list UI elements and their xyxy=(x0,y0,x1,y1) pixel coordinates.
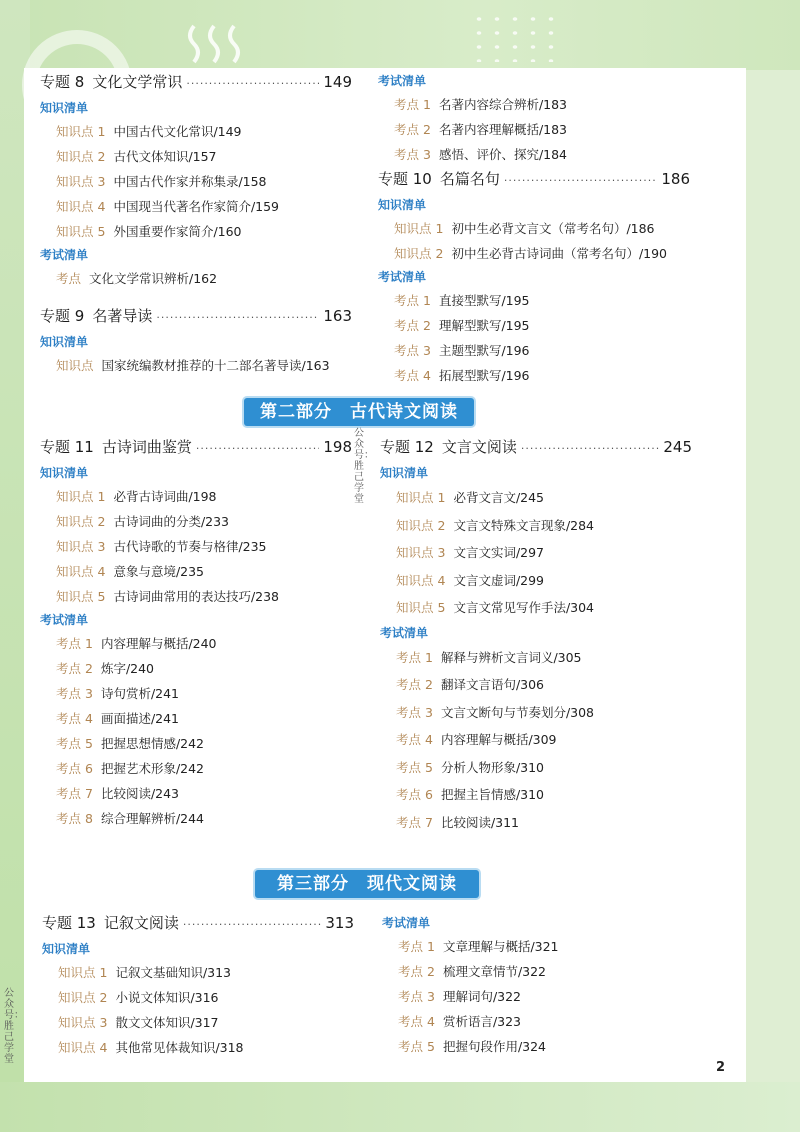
entry-text: 把握思想情感/242 xyxy=(100,736,205,751)
topic-heading[interactable] xyxy=(40,71,352,97)
entry-label: 考点 3 xyxy=(394,147,431,162)
entry-text: 小说文体知识/316 xyxy=(115,990,219,1005)
toc-entry[interactable] xyxy=(40,584,352,609)
entry-text: 理解型默写/195 xyxy=(438,318,530,333)
entry-text: 记叙文基础知识/313 xyxy=(115,965,232,980)
entry-label: 考点 3 xyxy=(56,686,93,701)
topic-number: 专题 10 xyxy=(378,170,432,188)
entry-label: 知识点 2 xyxy=(394,246,444,261)
leader-dots xyxy=(196,442,319,455)
topic-12-block xyxy=(380,436,692,836)
topic-page: 313 xyxy=(325,914,354,932)
entry-text: 梳理文章情节/322 xyxy=(442,964,547,979)
section-label: 知识清单 xyxy=(378,198,427,212)
section-label: 知识清单 xyxy=(40,466,89,480)
exam-list xyxy=(40,631,352,831)
topic-number: 专题 9 xyxy=(40,307,85,325)
entry-label: 考点 4 xyxy=(398,1014,435,1029)
toc-entry[interactable] xyxy=(40,559,352,584)
entry-label: 考点 2 xyxy=(396,677,433,692)
leader-dots xyxy=(183,918,321,931)
entry-text: 必背古诗词曲/198 xyxy=(113,489,217,504)
leader-dots xyxy=(156,311,319,324)
entry-text: 把握主旨情感/310 xyxy=(440,787,545,802)
entry-text: 初中生必背古诗词曲（常考名句）/190 xyxy=(451,246,668,261)
topic-page: 245 xyxy=(663,438,692,456)
entry-text: 古诗词曲常用的表达技巧/238 xyxy=(113,589,280,604)
entry-label: 知识点 4 xyxy=(396,572,446,588)
leader-dots xyxy=(186,77,319,90)
entry-text: 中国古代作家并称集录/158 xyxy=(113,174,267,189)
section-label: 考试清单 xyxy=(378,270,427,284)
entry-label: 考点 2 xyxy=(398,964,435,979)
toc-entry[interactable] xyxy=(378,288,690,313)
knowledge-list xyxy=(378,216,690,266)
entry-text: 其他常见体裁知识/318 xyxy=(115,1040,244,1055)
toc-entry[interactable] xyxy=(40,806,352,831)
toc-entry[interactable] xyxy=(380,484,692,512)
entry-text: 散文文体知识/317 xyxy=(115,1015,219,1030)
entry-text: 文言文虚词/299 xyxy=(453,572,545,588)
toc-entry[interactable] xyxy=(42,985,354,1010)
entry-text: 赏析语言/323 xyxy=(442,1014,522,1029)
entry-label: 知识点 3 xyxy=(58,1015,108,1030)
entry-label: 考点 1 xyxy=(394,97,431,112)
entry-text: 中国古代文化常识/149 xyxy=(113,124,242,139)
entry-label: 考点 1 xyxy=(394,293,431,308)
entry-text: 分析人物形象/310 xyxy=(440,759,545,775)
entry-label: 考点 7 xyxy=(396,814,433,830)
entry-text: 文化文学常识辨析/162 xyxy=(89,271,218,286)
entry-label: 考点 8 xyxy=(56,811,93,826)
section-label: 考试清单 xyxy=(380,625,429,640)
toc-entry[interactable] xyxy=(380,754,692,782)
topic-heading[interactable] xyxy=(40,305,352,331)
topic-9-block xyxy=(40,305,352,378)
entry-text: 把握句段作用/324 xyxy=(442,1039,547,1054)
topic-title: 名著导读 xyxy=(92,307,153,325)
entry-text: 古代诗歌的节奏与格律/235 xyxy=(113,539,267,554)
toc-entry[interactable] xyxy=(40,119,352,144)
entry-label: 考点 6 xyxy=(396,787,433,802)
entry-text: 国家统编教材推荐的十二部名著导读/163 xyxy=(101,358,330,373)
entry-label: 知识点 3 xyxy=(396,545,446,560)
toc-entry[interactable] xyxy=(378,92,690,117)
entry-label: 知识点 2 xyxy=(396,517,446,533)
entry-text: 必背文言文/245 xyxy=(453,490,545,505)
topic-8-block xyxy=(40,71,352,291)
topic-13-block xyxy=(42,912,354,1060)
decorative-dots xyxy=(470,12,560,62)
entry-text: 初中生必背文言文（常考名句）/186 xyxy=(451,221,655,236)
toc-entry[interactable] xyxy=(378,313,690,338)
entry-label: 考点 4 xyxy=(56,711,93,726)
entry-text: 内容理解与概括/240 xyxy=(100,636,217,651)
toc-entry[interactable] xyxy=(382,934,694,959)
entry-label: 考点 2 xyxy=(56,661,93,676)
knowledge-list xyxy=(40,353,352,378)
toc-entry[interactable] xyxy=(42,960,354,985)
toc-entry[interactable] xyxy=(382,959,694,984)
entry-label: 知识点 2 xyxy=(58,990,108,1005)
knowledge-list xyxy=(40,484,352,609)
entry-label: 知识点 1 xyxy=(56,489,106,504)
topic-11-block xyxy=(40,436,352,831)
toc-entry[interactable] xyxy=(40,731,352,756)
entry-label: 知识点 xyxy=(56,358,94,373)
knowledge-list xyxy=(380,484,692,622)
entry-label: 考点 5 xyxy=(396,759,433,775)
toc-entry[interactable] xyxy=(40,484,352,509)
entry-text: 文言文特殊文言现象/284 xyxy=(453,517,595,533)
toc-entry[interactable] xyxy=(380,512,692,540)
watermark-vertical: 公众号：胜己学堂 xyxy=(354,428,374,505)
entry-text: 把握艺术形象/242 xyxy=(100,761,205,776)
entry-text: 感悟、评价、探究/184 xyxy=(438,147,568,162)
topic-number: 专题 8 xyxy=(40,73,85,91)
entry-label: 考点 1 xyxy=(398,939,435,954)
entry-text: 文言文断句与节奏划分/308 xyxy=(440,704,595,720)
entry-text: 解释与辨析文言词义/305 xyxy=(440,649,582,665)
topic-13-continued-block xyxy=(382,912,694,1059)
entry-label: 考点 xyxy=(56,271,82,286)
entry-text: 意象与意境/235 xyxy=(113,564,205,579)
entry-text: 外国重要作家简介/160 xyxy=(113,224,242,239)
toc-entry[interactable] xyxy=(40,353,352,378)
toc-entry[interactable] xyxy=(42,1035,354,1060)
toc-entry[interactable] xyxy=(378,142,690,167)
entry-text: 文言文实词/297 xyxy=(453,545,545,560)
entry-text: 名著内容综合辨析/183 xyxy=(438,97,568,112)
toc-entry[interactable] xyxy=(378,117,690,142)
toc-entry[interactable] xyxy=(382,984,694,1009)
entry-label: 考点 2 xyxy=(394,318,431,333)
entry-text: 综合理解辨析/244 xyxy=(100,811,205,826)
toc-entry[interactable] xyxy=(40,266,352,291)
topic-heading[interactable] xyxy=(40,436,352,462)
entry-label: 考点 5 xyxy=(56,736,93,751)
entry-text: 古诗词曲的分类/233 xyxy=(113,514,230,529)
entry-text: 诗句赏析/241 xyxy=(100,686,180,701)
entry-text: 拓展型默写/196 xyxy=(438,368,530,383)
toc-entry[interactable] xyxy=(40,219,352,244)
toc-entry[interactable] xyxy=(378,216,690,241)
exam-list xyxy=(380,644,692,837)
topic-heading[interactable] xyxy=(380,436,692,462)
leader-dots xyxy=(521,442,659,455)
exam-list xyxy=(378,92,690,167)
entry-text: 比较阅读/243 xyxy=(100,786,180,801)
entry-text: 名著内容理解概括/183 xyxy=(438,122,568,137)
topic-number: 专题 13 xyxy=(42,914,96,932)
entry-label: 考点 3 xyxy=(396,704,433,720)
topic-page: 163 xyxy=(323,307,352,325)
entry-label: 知识点 4 xyxy=(56,199,106,214)
decorative-waves xyxy=(186,22,256,66)
part-label: 第三部分 xyxy=(277,874,349,894)
toc-entry[interactable] xyxy=(382,1034,694,1059)
topic-title: 文言文阅读 xyxy=(441,438,517,456)
page-number: 2 xyxy=(716,1060,726,1075)
topic-title: 古诗词曲鉴赏 xyxy=(101,438,192,456)
part-title: 现代文阅读 xyxy=(367,874,457,894)
entry-label: 知识点 1 xyxy=(396,490,446,505)
toc-entry[interactable] xyxy=(40,756,352,781)
topic-title: 文化文学常识 xyxy=(92,73,183,91)
toc-entry[interactable] xyxy=(380,539,692,567)
entry-label: 考点 3 xyxy=(394,343,431,358)
exam-list xyxy=(378,288,690,388)
entry-label: 考点 6 xyxy=(56,761,93,776)
toc-entry[interactable] xyxy=(382,1009,694,1034)
toc-entry[interactable] xyxy=(380,671,692,699)
entry-label: 知识点 1 xyxy=(58,965,108,980)
entry-label: 考点 4 xyxy=(396,732,433,747)
toc-entry[interactable] xyxy=(378,241,690,266)
entry-label: 知识点 2 xyxy=(56,514,106,529)
entry-text: 文章理解与概括/321 xyxy=(442,939,559,954)
entry-label: 考点 1 xyxy=(56,636,93,651)
entry-text: 直接型默写/195 xyxy=(438,293,530,308)
toc-entry[interactable] xyxy=(380,726,692,754)
entry-text: 内容理解与概括/309 xyxy=(440,732,557,747)
toc-entry[interactable] xyxy=(40,681,352,706)
topic-page: 198 xyxy=(323,438,352,456)
entry-text: 炼字/240 xyxy=(100,661,155,676)
entry-label: 知识点 3 xyxy=(56,174,106,189)
topic-9-continued-block xyxy=(378,70,690,167)
entry-label: 考点 2 xyxy=(394,122,431,137)
entry-label: 考点 3 xyxy=(398,989,435,1004)
entry-label: 知识点 3 xyxy=(56,539,106,554)
part-title: 古代诗文阅读 xyxy=(350,402,458,422)
entry-label: 考点 5 xyxy=(398,1039,435,1054)
section-label: 知识清单 xyxy=(380,466,429,480)
entry-text: 文言文常见写作手法/304 xyxy=(453,600,595,615)
entry-label: 考点 1 xyxy=(396,649,433,665)
entry-text: 中国现当代著名作家简介/159 xyxy=(113,199,280,214)
entry-label: 知识点 2 xyxy=(56,149,106,164)
entry-label: 知识点 5 xyxy=(56,589,106,604)
toc-entry[interactable] xyxy=(40,144,352,169)
knowledge-list xyxy=(42,960,354,1060)
toc-entry[interactable] xyxy=(40,656,352,681)
section-label: 知识清单 xyxy=(40,335,89,349)
entry-text: 比较阅读/311 xyxy=(440,814,520,830)
toc-entry[interactable] xyxy=(378,363,690,388)
toc-entry[interactable] xyxy=(380,567,692,595)
entry-text: 翻译文言语句/306 xyxy=(440,677,545,692)
topic-number: 专题 12 xyxy=(380,438,434,456)
topic-title: 记叙文阅读 xyxy=(103,914,179,932)
section-label: 考试清单 xyxy=(40,248,89,262)
entry-text: 古代文体知识/157 xyxy=(113,149,217,164)
part-label: 第二部分 xyxy=(260,402,332,422)
section-label: 考试清单 xyxy=(382,916,431,930)
toc-entry[interactable] xyxy=(40,509,352,534)
entry-label: 知识点 5 xyxy=(396,600,446,615)
exam-list xyxy=(40,266,352,291)
toc-entry[interactable] xyxy=(380,781,692,809)
entry-label: 考点 4 xyxy=(394,368,431,383)
toc-entry[interactable] xyxy=(40,781,352,806)
entry-label: 知识点 1 xyxy=(56,124,106,139)
topic-number: 专题 11 xyxy=(40,438,94,456)
entry-label: 知识点 1 xyxy=(394,221,444,236)
toc-entry[interactable] xyxy=(380,594,692,622)
bottom-background xyxy=(0,1082,800,1132)
entry-text: 主题型默写/196 xyxy=(438,343,530,358)
knowledge-list xyxy=(40,119,352,244)
toc-entry[interactable] xyxy=(40,534,352,559)
entry-text: 理解词句/322 xyxy=(442,989,522,1004)
topic-page: 149 xyxy=(323,73,352,91)
entry-label: 考点 7 xyxy=(56,786,93,801)
toc-entry[interactable] xyxy=(40,194,352,219)
topic-page: 186 xyxy=(661,170,690,188)
section-label: 考试清单 xyxy=(378,74,427,88)
toc-entry[interactable] xyxy=(40,631,352,656)
section-label: 考试清单 xyxy=(40,613,89,627)
toc-entry[interactable] xyxy=(40,706,352,731)
toc-entry[interactable] xyxy=(380,644,692,672)
topic-10-block xyxy=(378,168,690,388)
entry-label: 知识点 4 xyxy=(58,1040,108,1055)
topic-heading[interactable] xyxy=(42,912,354,938)
section-label: 知识清单 xyxy=(42,942,91,956)
entry-label: 知识点 5 xyxy=(56,224,106,239)
entry-label: 知识点 4 xyxy=(56,564,106,579)
toc-entry[interactable] xyxy=(40,169,352,194)
topic-heading[interactable] xyxy=(378,168,690,194)
entry-text: 画面描述/241 xyxy=(100,711,180,726)
watermark-side: 公众号：胜己学堂 xyxy=(4,988,24,1065)
toc-entry[interactable] xyxy=(42,1010,354,1035)
toc-entry[interactable] xyxy=(378,338,690,363)
part-2-banner xyxy=(244,398,474,426)
toc-entry[interactable] xyxy=(380,809,692,837)
exam-list xyxy=(382,934,694,1059)
topic-title: 名篇名句 xyxy=(439,170,500,188)
section-label: 知识清单 xyxy=(40,101,89,115)
leader-dots xyxy=(504,174,657,187)
part-3-banner xyxy=(255,870,479,898)
toc-entry[interactable] xyxy=(380,699,692,727)
